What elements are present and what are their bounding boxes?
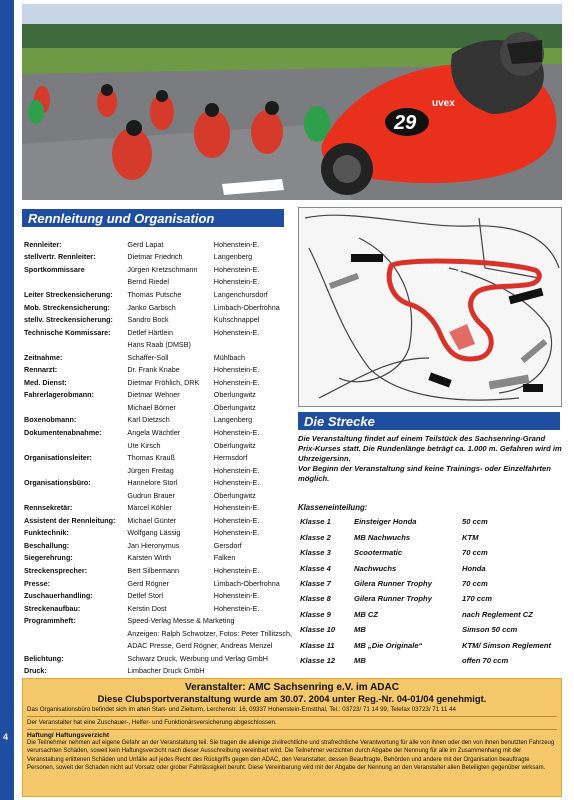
table-row bbox=[22, 539, 294, 552]
class-row bbox=[298, 622, 564, 637]
org-name-cell: Sandro Bock bbox=[127, 315, 169, 325]
class-klasse-cell: Klasse 3 bbox=[300, 548, 331, 558]
org-name-cell: Michael Günter bbox=[127, 515, 177, 525]
table-row bbox=[22, 338, 294, 351]
org-place-cell: Oberlungwitz bbox=[213, 490, 256, 500]
org-place-cell: Gersdorf bbox=[213, 540, 242, 550]
divider bbox=[27, 716, 557, 717]
organizer-address: Das Organisationsbüro befindet sich im alten Start- und Zielturm, Lerchenstr. 16, 09337 Hohenstein-Ernstthal, Tel.: 03723/ 71 14 99, Telefax 03723/ 71 11 44 bbox=[27, 706, 456, 713]
org-name-cell: Dr. Frank Knabe bbox=[127, 365, 180, 375]
table-row bbox=[22, 501, 294, 514]
class-value-cell: nach Reglement CZ bbox=[462, 609, 533, 619]
class-row bbox=[298, 576, 564, 591]
class-name-cell: MB Nachwuchs bbox=[354, 532, 411, 542]
class-row bbox=[298, 638, 564, 653]
class-row bbox=[298, 560, 564, 575]
table-row bbox=[22, 451, 294, 464]
org-role-cell: Dokumentenabnahme: bbox=[24, 427, 102, 437]
org-place-cell: Oberlungwitz bbox=[213, 390, 256, 400]
org-role-cell: Belichtung: bbox=[24, 653, 64, 663]
table-row bbox=[22, 476, 294, 489]
table-row bbox=[22, 251, 294, 264]
table-row bbox=[22, 464, 294, 477]
class-name-cell: Nachwuchs bbox=[354, 563, 397, 573]
class-value-cell: offen 70 ccm bbox=[462, 656, 509, 666]
org-role-cell: Presse: bbox=[24, 578, 50, 588]
org-role-cell: Organisationsbüro: bbox=[24, 478, 91, 488]
org-role-cell: stellvertr. Rennleiter: bbox=[24, 252, 96, 262]
haftung-text: Die Teilnehmer nehmen auf eigene Gefahr an der Veranstaltung teil. Sie tragen die alleinige zivilrechtliche und strafrechtliche Verantwortung für alle von ihnen oder den von ihnen benutzten Fahrzeug verursachten Schäden, soweit kein Haftungsverzicht nach dieser Ausschreibung vereinbart wird. Die Teilnehmer verzichten durch Abgabe der Nennung für alle im Zusammenhang mit der Veranstaltung erlittenen Schäden und Unfälle auf jedes Recht des Rückgriffs gegen den ADAC, den Veranstalter, dessen Beauftragte, Behörden und andere mit der Organisation beauftragte Personen, soweit der Schaden nicht auf Vorsatz oder grober Fahrlässigkeit beruht. Diese Vereinbarung wird mit der Abgabe der Nennung an den Veranstalter allen Beteiligten gegenüber wirksam. bbox=[27, 740, 555, 771]
org-place-cell: Hohenstein-E. bbox=[213, 603, 260, 613]
bike-number: 29 bbox=[394, 112, 417, 134]
org-role-cell: Rennarzt: bbox=[24, 365, 58, 375]
table-row bbox=[22, 351, 294, 364]
org-role-cell: Rennsekretär: bbox=[24, 503, 73, 513]
table-row bbox=[22, 376, 294, 389]
org-place-cell: Mühlbach bbox=[213, 352, 245, 362]
org-place-cell: Kuhschnappel bbox=[213, 315, 260, 325]
track-map-icon bbox=[299, 208, 562, 407]
org-role-cell: Leiter Streckensicherung: bbox=[24, 289, 113, 299]
class-value-cell: 50 ccm bbox=[462, 517, 488, 527]
class-value-cell: Honda bbox=[462, 563, 486, 573]
class-value-cell: 70 ccm bbox=[462, 578, 488, 588]
org-name-cell: Michael Börner bbox=[127, 402, 176, 412]
org-place-cell: Hohenstein-E. bbox=[213, 591, 260, 601]
strecke-paragraph-1: Die Veranstaltung findet auf einem Teilstück des Sachsenring-Grand Prix-Kurses statt. Die Rundenlänge beträgt ca. 1.000 m. Gefahren wird im Uhrzeigersinn. bbox=[298, 434, 562, 463]
class-klasse-cell: Klasse 7 bbox=[300, 578, 331, 588]
org-role-cell bbox=[22, 401, 125, 414]
org-role-cell: Boxenobmann: bbox=[24, 415, 77, 425]
org-name-cell: Karsten Wirth bbox=[127, 553, 171, 563]
org-place-cell: Hohenstein-E. bbox=[213, 503, 260, 513]
org-role-cell: Druck: bbox=[24, 666, 47, 676]
org-name-cell: Marcel Köhler bbox=[127, 503, 172, 513]
table-row bbox=[22, 263, 294, 276]
divider bbox=[27, 729, 557, 730]
org-name-cell: Limbacher Druck GmbH bbox=[127, 666, 205, 676]
org-role-cell: Beschallung: bbox=[24, 540, 70, 550]
table-row bbox=[22, 401, 294, 414]
table-row bbox=[22, 614, 294, 627]
org-name-cell: Schaffer-Soll bbox=[127, 352, 169, 362]
class-klasse-cell: Klasse 4 bbox=[300, 563, 331, 573]
class-name-cell: Scootermatic bbox=[354, 548, 403, 558]
table-row bbox=[22, 238, 294, 251]
class-name-cell: MB CZ bbox=[354, 609, 379, 619]
org-name-cell: Dietmar Fröhlich, DRK bbox=[127, 377, 200, 387]
org-place-cell: Falken bbox=[213, 553, 236, 563]
table-row bbox=[22, 363, 294, 376]
insurance-note: Der Veranstalter hat eine Zuschauer-, Helfer- und Funktionärsversicherung abgeschlossen. bbox=[27, 719, 277, 726]
classes-table bbox=[298, 514, 564, 668]
org-name-cell: Detlef Härtlein bbox=[127, 327, 173, 337]
class-value-cell: KTM/ Simson Reglement bbox=[462, 640, 552, 650]
org-place-cell: Langenberg bbox=[213, 415, 253, 425]
table-row bbox=[22, 276, 294, 289]
table-row bbox=[22, 389, 294, 402]
table-row bbox=[22, 564, 294, 577]
table-row bbox=[22, 414, 294, 427]
haftung-heading: Haftung/ Haftungsverzicht bbox=[27, 732, 110, 739]
organisation-heading: Rennleitung und Organisation bbox=[22, 209, 284, 227]
class-name-cell: Gilera Runner Trophy bbox=[354, 594, 432, 604]
class-klasse-cell: Klasse 1 bbox=[300, 517, 331, 527]
org-place-cell: Hohenstein-E. bbox=[213, 528, 260, 538]
org-role-cell bbox=[22, 439, 125, 452]
class-klasse-cell: Klasse 10 bbox=[300, 625, 336, 635]
org-role-cell: Zeitnahme: bbox=[24, 352, 63, 362]
class-klasse-cell: Klasse 9 bbox=[300, 609, 331, 619]
org-role-cell: Fahrerlagerobmann: bbox=[24, 390, 94, 400]
org-role-cell: Programmheft: bbox=[24, 616, 76, 626]
org-name-cell: ADAC Presse, Gerd Rögner, Andreas Menzel bbox=[127, 641, 273, 651]
org-place-cell bbox=[212, 665, 294, 678]
org-place-cell: Oberlungwitz bbox=[213, 440, 256, 450]
org-name-cell: Jan Hieronymus bbox=[127, 540, 180, 550]
table-row bbox=[22, 514, 294, 527]
org-name-cell: Bernd Riedel bbox=[127, 277, 169, 287]
class-row bbox=[298, 514, 564, 529]
org-place-cell: Hohenstein-E. bbox=[213, 478, 260, 488]
org-role-cell: Mob. Streckensicherung: bbox=[24, 302, 110, 312]
org-name-cell: Janko Garbsch bbox=[127, 302, 176, 312]
page-edge-tab bbox=[0, 0, 14, 800]
organisation-table bbox=[22, 238, 294, 677]
org-name-cell: Speed-Verlag Messe & Marketing bbox=[127, 616, 235, 626]
org-name-cell: Karl Dietzsch bbox=[127, 415, 170, 425]
strecke-heading: Die Strecke bbox=[298, 412, 560, 430]
org-role-cell: Med. Dienst: bbox=[24, 377, 67, 387]
table-row bbox=[22, 577, 294, 590]
track-map bbox=[298, 207, 562, 407]
table-row bbox=[22, 489, 294, 502]
org-place-cell: Limbach-Oberfrohna bbox=[213, 302, 280, 312]
org-place-cell: Oberlungwitz bbox=[213, 402, 256, 412]
org-role-cell: Assistent der Rennleitung: bbox=[24, 515, 116, 525]
org-place-cell: Limbach-Oberfrohna bbox=[213, 578, 280, 588]
org-name-cell: Jürgen Kretzschmann bbox=[127, 264, 198, 274]
organizer-box bbox=[22, 678, 562, 797]
race-photo bbox=[22, 4, 562, 200]
org-role-cell: Sportkommissare bbox=[24, 264, 85, 274]
org-name-cell: Gerd Rögner bbox=[127, 578, 169, 588]
org-place-cell: Hohenstein-E. bbox=[213, 515, 260, 525]
org-place-cell: Langenchursdorf bbox=[213, 289, 268, 299]
org-role-cell: Rennleiter: bbox=[24, 239, 62, 249]
org-name-cell: Bert Silbermann bbox=[127, 565, 179, 575]
table-row bbox=[22, 439, 294, 452]
org-role-cell: Zuschauerhandling: bbox=[24, 591, 93, 601]
organizer-approval: Diese Clubsportveranstaltung wurde am 30.07. 2004 unter Reg.-Nr. 04-01/04 genehmigt. bbox=[97, 693, 487, 704]
table-row bbox=[22, 527, 294, 540]
org-name-cell: Detlef Storl bbox=[127, 591, 163, 601]
org-role-cell: Siegerehrung: bbox=[24, 553, 73, 563]
table-row bbox=[22, 665, 294, 678]
org-name-cell: Kerstin Dost bbox=[127, 603, 167, 613]
org-name-cell: Anzeigen: Ralph Schwotzer, Fotos: Peter Trillitzsch, bbox=[127, 628, 292, 638]
strecke-description bbox=[298, 434, 562, 484]
classes-heading: Klasseneinteilung: bbox=[298, 503, 368, 512]
org-place-cell: Hohenstein-E. bbox=[213, 465, 260, 475]
org-place-cell: Hohenstein-E. bbox=[213, 427, 260, 437]
table-row bbox=[22, 288, 294, 301]
table-row bbox=[22, 313, 294, 326]
class-row bbox=[298, 529, 564, 544]
class-klasse-cell: Klasse 12 bbox=[300, 656, 336, 666]
race-photo-icon bbox=[22, 4, 562, 200]
org-role-cell: Streckensprecher: bbox=[24, 565, 88, 575]
org-role-cell bbox=[22, 276, 125, 289]
class-klasse-cell: Klasse 8 bbox=[300, 594, 331, 604]
class-value-cell: KTM bbox=[462, 532, 479, 542]
org-name-cell: Hannelore Storl bbox=[127, 478, 178, 488]
org-role-cell: Technische Kommissare: bbox=[24, 327, 111, 337]
org-name-cell: Schwarz Druck, Werbung und Verlag GmbH bbox=[127, 653, 268, 663]
org-role-cell bbox=[22, 640, 125, 653]
org-name-cell: Thomas Putsche bbox=[127, 289, 182, 299]
org-place-cell: Hohenstein-E. bbox=[213, 327, 260, 337]
class-name-cell: MB „Die Originale“ bbox=[354, 640, 423, 650]
org-role-cell: Funktechnik: bbox=[24, 528, 69, 538]
organizer-title: Veranstalter: AMC Sachsenring e.V. im ADAC bbox=[185, 682, 399, 693]
org-place-cell: Hohenstein-E. bbox=[213, 365, 260, 375]
org-place-cell bbox=[212, 338, 294, 351]
class-row bbox=[298, 591, 564, 606]
org-name-cell: Gudrun Brauer bbox=[127, 490, 175, 500]
org-place-cell: Hohenstein-E. bbox=[213, 565, 260, 575]
table-row bbox=[22, 627, 294, 640]
class-row bbox=[298, 653, 564, 668]
table-row bbox=[22, 602, 294, 615]
class-row bbox=[298, 545, 564, 560]
class-value-cell: Simson 50 ccm bbox=[462, 625, 518, 635]
class-klasse-cell: Klasse 11 bbox=[300, 640, 335, 650]
org-place-cell: Hohenstein-E. bbox=[213, 264, 260, 274]
table-row bbox=[22, 301, 294, 314]
org-name-cell: Angela Wächtler bbox=[127, 427, 181, 437]
class-klasse-cell: Klasse 2 bbox=[300, 532, 331, 542]
org-name-cell: Gerd Lapat bbox=[127, 239, 164, 249]
strecke-paragraph-2: Vor Beginn der Veranstaltung sind keine Trainings- oder Einzelfahrten möglich. bbox=[298, 464, 551, 483]
org-role-cell bbox=[22, 489, 125, 502]
table-row bbox=[22, 652, 294, 665]
org-role-cell: Organisationsleiter: bbox=[24, 453, 92, 463]
org-name-cell: Jürgen Freitag bbox=[127, 465, 174, 475]
class-value-cell: 70 ccm bbox=[462, 548, 488, 558]
class-row bbox=[298, 607, 564, 622]
org-role-cell bbox=[22, 464, 125, 477]
org-name-cell: Wolfgang Lässig bbox=[127, 528, 181, 538]
org-name-cell: Dietmar Friedrich bbox=[127, 252, 183, 262]
table-row bbox=[22, 640, 294, 653]
org-place-cell: Hohenstein-E. bbox=[213, 277, 260, 287]
class-name-cell: Gilera Runner Trophy bbox=[354, 578, 432, 588]
org-name-cell: Dietmar Wehner bbox=[127, 390, 180, 400]
bike-sponsor: uvex bbox=[432, 98, 455, 109]
table-row bbox=[22, 589, 294, 602]
org-place-cell: Langenberg bbox=[213, 252, 253, 262]
class-name-cell: Einsteiger Honda bbox=[354, 517, 417, 527]
org-role-cell: Streckenaufbau: bbox=[24, 603, 81, 613]
org-place-cell: Hermsdorf bbox=[213, 453, 248, 463]
org-role-cell: stellv. Streckensicherung: bbox=[24, 315, 113, 325]
table-row bbox=[22, 552, 294, 565]
org-name-cell: Thomas Krauß bbox=[127, 453, 175, 463]
org-place-cell: Hohenstein-E. bbox=[213, 377, 260, 387]
org-role-cell bbox=[22, 338, 125, 351]
org-name-cell: Hans Raab (DMSB) bbox=[127, 340, 191, 350]
org-role-cell bbox=[22, 627, 125, 640]
class-name-cell: MB bbox=[354, 656, 366, 666]
class-name-cell: MB bbox=[354, 625, 366, 635]
org-name-cell: Ute Kirsch bbox=[127, 440, 161, 450]
table-row bbox=[22, 426, 294, 439]
class-value-cell: 170 ccm bbox=[462, 594, 492, 604]
table-row bbox=[22, 326, 294, 339]
page-number: 4 bbox=[3, 732, 9, 742]
org-place-cell: Hohenstein-E. bbox=[213, 239, 260, 249]
